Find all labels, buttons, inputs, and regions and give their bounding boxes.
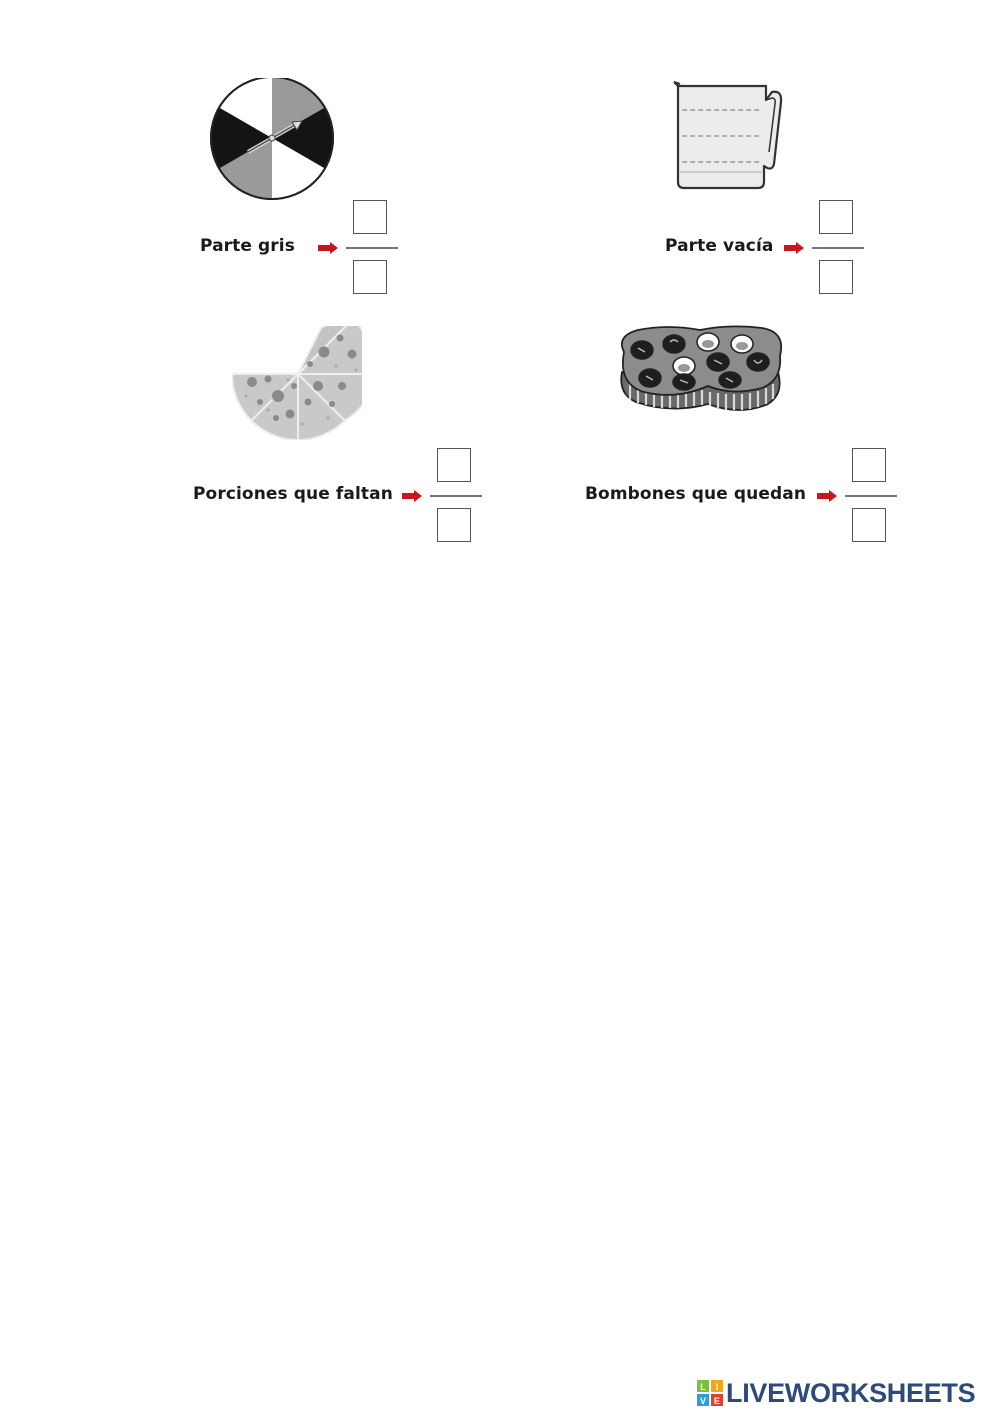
chocolate-box-icon — [612, 322, 786, 418]
arrow-right-icon — [318, 242, 338, 254]
arrow-right-icon — [784, 242, 804, 254]
fraction-missing-slices — [430, 448, 482, 548]
fraction-empty-part — [812, 200, 864, 300]
denominator-input[interactable] — [819, 260, 853, 294]
exercise-label-remaining-chocolates: Bombones que quedan — [585, 484, 807, 504]
fraction-gray-part — [346, 200, 398, 300]
pizza-icon — [232, 326, 362, 440]
svg-text:I: I — [715, 1382, 719, 1392]
svg-text:V: V — [699, 1396, 707, 1406]
denominator-input[interactable] — [852, 508, 886, 542]
denominator-input[interactable] — [437, 508, 471, 542]
numerator-input[interactable] — [437, 448, 471, 482]
fraction-bar — [812, 247, 864, 249]
exercise-label-gray-part: Parte gris — [200, 236, 295, 256]
exercise-label-empty-part: Parte vacía — [665, 236, 774, 256]
numerator-input[interactable] — [819, 200, 853, 234]
spinner-wheel-icon — [208, 78, 336, 200]
numerator-input[interactable] — [353, 200, 387, 234]
fraction-bar — [430, 495, 482, 497]
svg-text:L: L — [700, 1382, 706, 1392]
measuring-jug-icon — [668, 78, 788, 192]
svg-text:E: E — [713, 1396, 721, 1406]
arrow-right-icon — [817, 490, 837, 502]
exercise-label-missing-slices: Porciones que faltan — [193, 484, 393, 504]
arrow-right-icon — [402, 490, 422, 502]
fraction-remaining-chocolates — [845, 448, 897, 548]
fraction-bar — [845, 495, 897, 497]
liveworksheets-logo-icon — [697, 1380, 723, 1406]
numerator-input[interactable] — [852, 448, 886, 482]
fraction-bar — [346, 247, 398, 249]
brand-name: LIVEWORKSHEETS — [726, 1377, 976, 1408]
liveworksheets-logo[interactable] — [697, 1377, 975, 1409]
denominator-input[interactable] — [353, 260, 387, 294]
